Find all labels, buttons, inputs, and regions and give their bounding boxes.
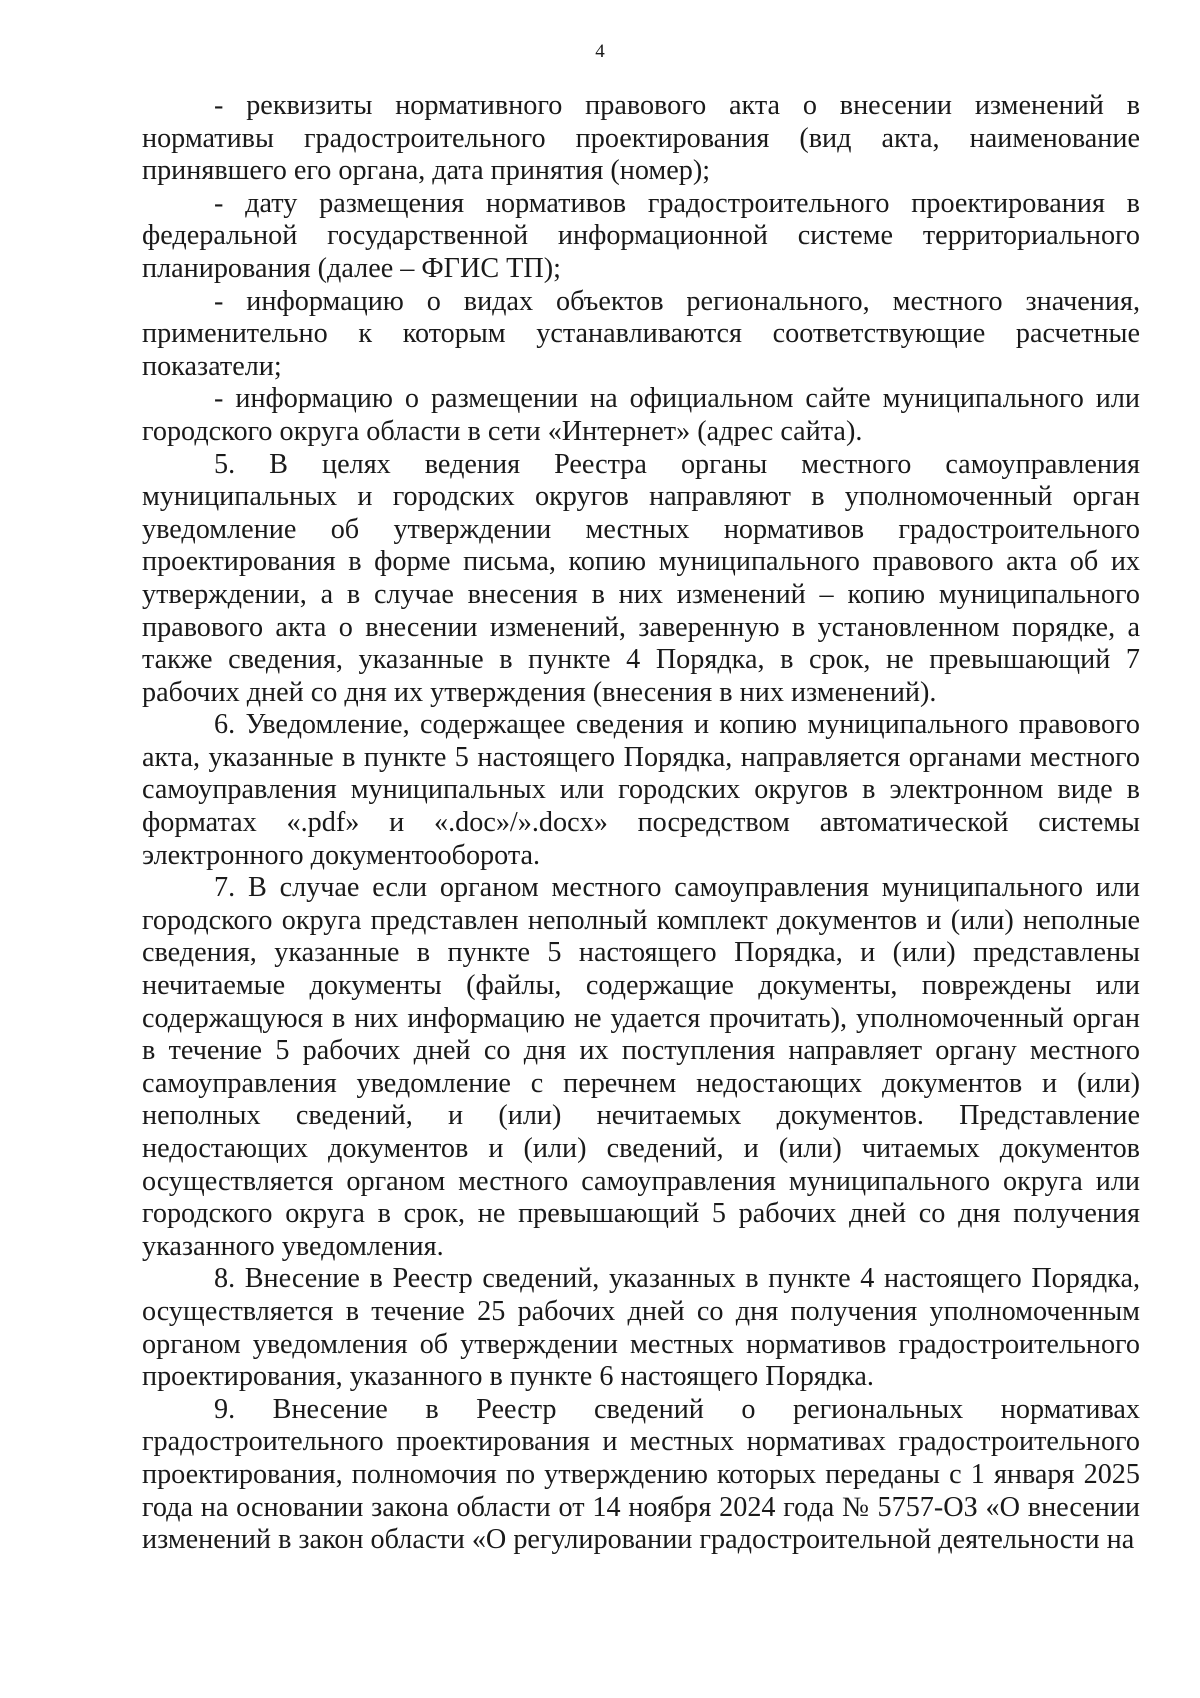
- document-body: [142, 90, 1140, 1557]
- paragraph-fgis-date: - дату размещения нормативов градостроительного проектирования в федеральной государственной информационной системе территориального планирования (далее – ФГИС ТП);: [142, 187, 1140, 284]
- paragraph-website-info: - информацию о размещении на официальном сайте муниципального или городского округа области в сети «Интернет» (адрес сайта).: [142, 383, 1140, 447]
- paragraph-item-7: 7. В случае если органом местного самоуправления муниципального или городского округа представлен неполный комплект документов и (или) неполные сведения, указанные в пункте 5 настоящего Порядка, и (или) представлены нечитаемые документы (файлы, содержащие документы, повреждены или содержащуюся в них информацию не удается прочитать), уполномоченный орган в течение 5 рабочих дней со дня их поступления направляет органу местного самоуправления уведомление с перечнем недостающих документов и (или) неполных сведений, и (или) нечитаемых документов. Представление недостающих документов и (или) сведений, и (или) читаемых документов осуществляется органом местного самоуправления муниципального округа или городского округа в срок, не превышающий 5 рабочих дней со дня получения указанного уведомления.: [142, 872, 1140, 1262]
- paragraph-object-types: - информацию о видах объектов регионального, местного значения, применительно к которым устанавливаются соответствующие расчетные показатели;: [142, 285, 1140, 382]
- paragraph-item-9: 9. Внесение в Реестр сведений о региональных нормативах градостроительного проектирования и местных нормативах градостроительного проектирования, полномочия по утверждению которых переданы с 1 января 2025 года на основании закона области от 14 ноября 2024 года № 5757-ОЗ «О внесении изменений в закон области «О регулировании градостроительной деятельности на: [142, 1393, 1140, 1556]
- paragraph-item-6: 6. Уведомление, содержащее сведения и копию муниципального правового акта, указанные в пункте 5 настоящего Порядка, направляется органами местного самоуправления муниципальных или городских округов в электронном виде в форматах «.pdf» и «.doc»/».docx» посредством автоматической системы электронного документооборота.: [142, 709, 1140, 871]
- paragraph-requisites: - реквизиты нормативного правового акта о внесении изменений в нормативы градостроительного проектирования (вид акта, наименование принявшего его органа, дата принятия (номер);: [142, 90, 1140, 187]
- paragraph-item-8: 8. Внесение в Реестр сведений, указанных в пункте 4 настоящего Порядка, осуществляется в течение 25 рабочих дней со дня получения уполномоченным органом уведомления об утверждении местных нормативов градостроительного проектирования, указанного в пункте 6 настоящего Порядка.: [142, 1263, 1140, 1393]
- page-number: 4: [595, 41, 605, 62]
- paragraph-item-5: 5. В целях ведения Реестра органы местного самоуправления муниципальных и городских округов направляют в уполномоченный орган уведомление об утверждении местных нормативов градостроительного проектирования в форме письма, копию муниципального правового акта об их утверждении, а в случае внесения в них изменений – копию муниципального правового акта о внесении изменений, заверенную в установленном порядке, а также сведения, указанные в пункте 4 Порядка, в срок, не превышающий 7 рабочих дней со дня их утверждения (внесения в них изменений).: [142, 448, 1140, 708]
